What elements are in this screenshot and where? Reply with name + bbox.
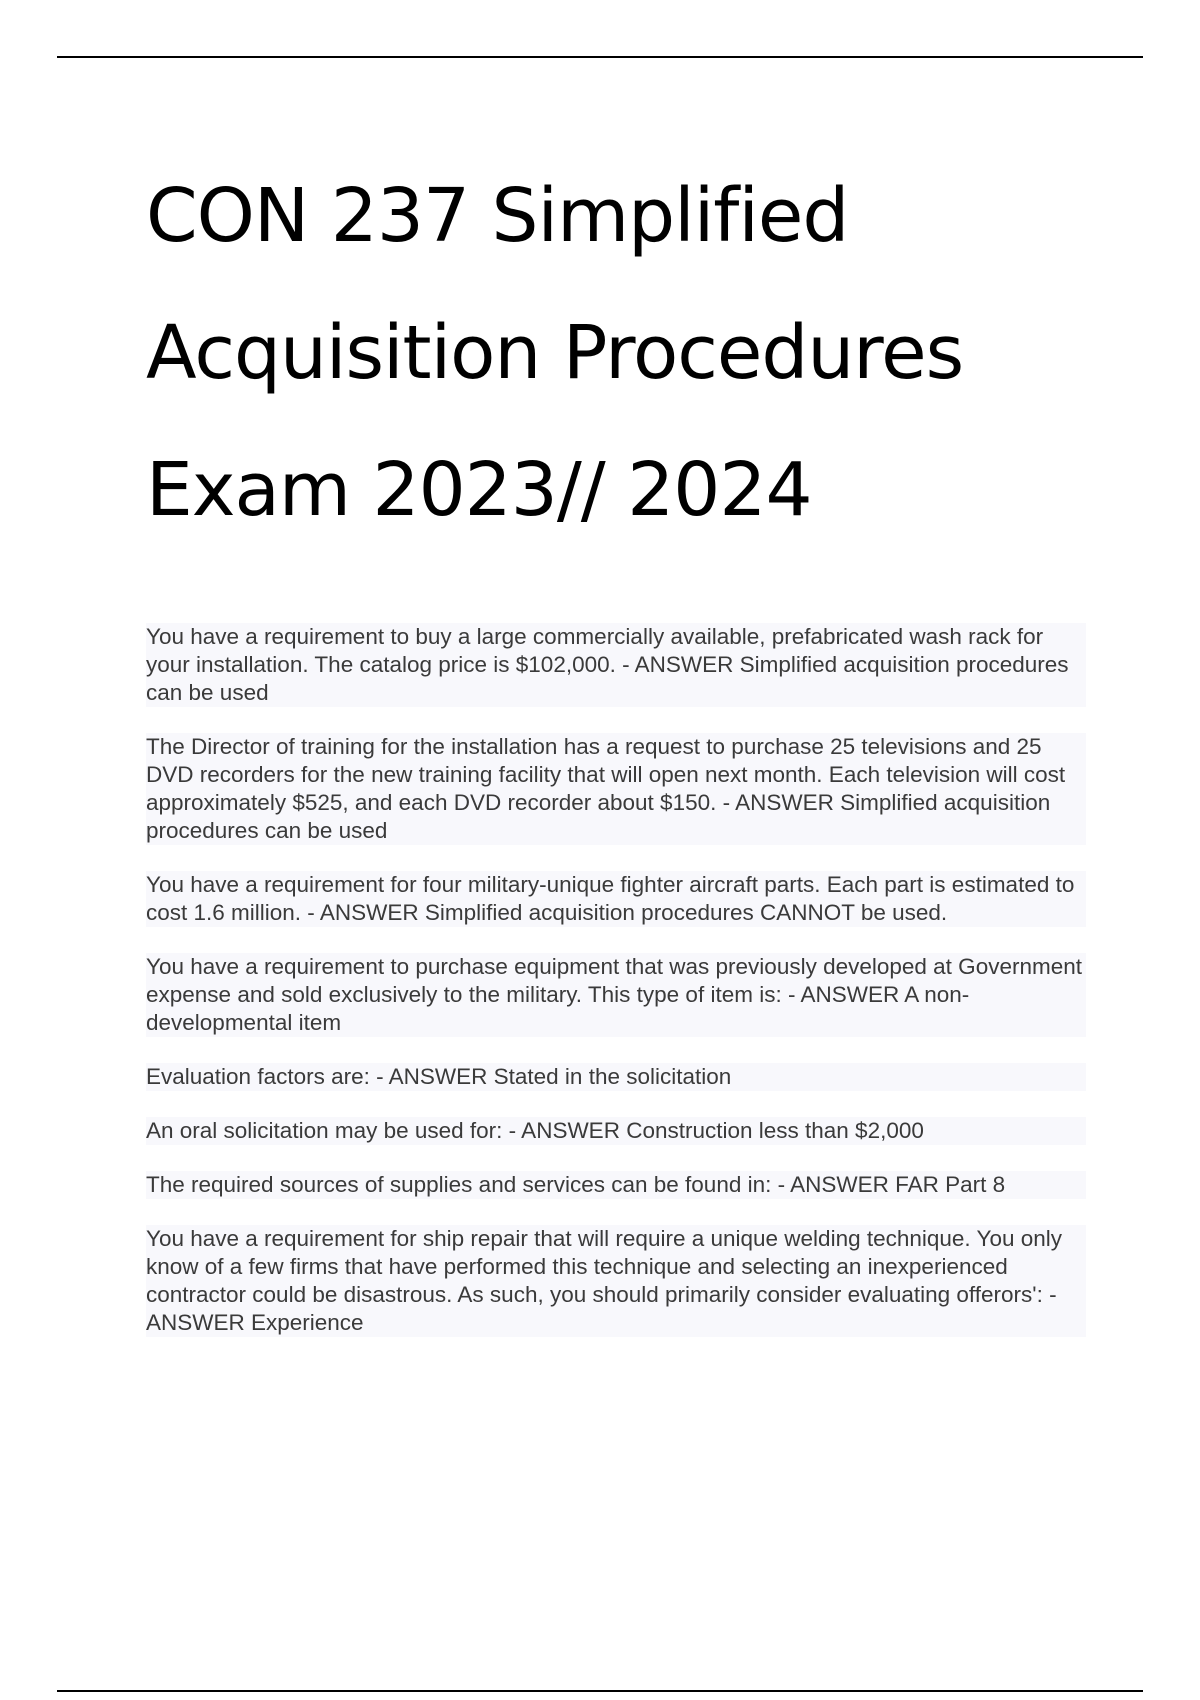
top-rule [57,56,1143,58]
qa-item: You have a requirement for ship repair that will require a unique welding technique. You only know of a few firms that have performed this technique and selecting an inexperienced contractor could be disastrous. As such, you should primarily consider evaluating offerors': - ANSWER Experience [146,1225,1086,1337]
bottom-rule [57,1690,1143,1692]
title-line: Acquisition Procedures [146,310,964,396]
qa-item: The required sources of supplies and services can be found in: - ANSWER FAR Part 8 [146,1171,1086,1199]
title-line: Exam 2023// 2024 [146,447,812,533]
title-line: CON 237 Simplified [146,173,849,259]
qa-item: An oral solicitation may be used for: - ANSWER Construction less than $2,000 [146,1117,1086,1145]
document-title [146,148,1146,559]
qa-item: Evaluation factors are: - ANSWER Stated in the solicitation [146,1063,1086,1091]
qa-list [146,623,1086,1363]
qa-item: You have a requirement to buy a large commercially available, prefabricated wash rack for your installation. The catalog price is $102,000. - ANSWER Simplified acquisition procedures can be used [146,623,1086,707]
qa-item: You have a requirement for four military-unique fighter aircraft parts. Each part is estimated to cost 1.6 million. - ANSWER Simplified acquisition procedures CANNOT be used. [146,871,1086,927]
qa-item: You have a requirement to purchase equipment that was previously developed at Government expense and sold exclusively to the military. This type of item is: - ANSWER A non-developmental item [146,953,1086,1037]
qa-item: The Director of training for the installation has a request to purchase 25 televisions and 25 DVD recorders for the new training facility that will open next month. Each television will cost approximately $525, and each DVD recorder about $150. - ANSWER Simplified acquisition procedures can be used [146,733,1086,845]
